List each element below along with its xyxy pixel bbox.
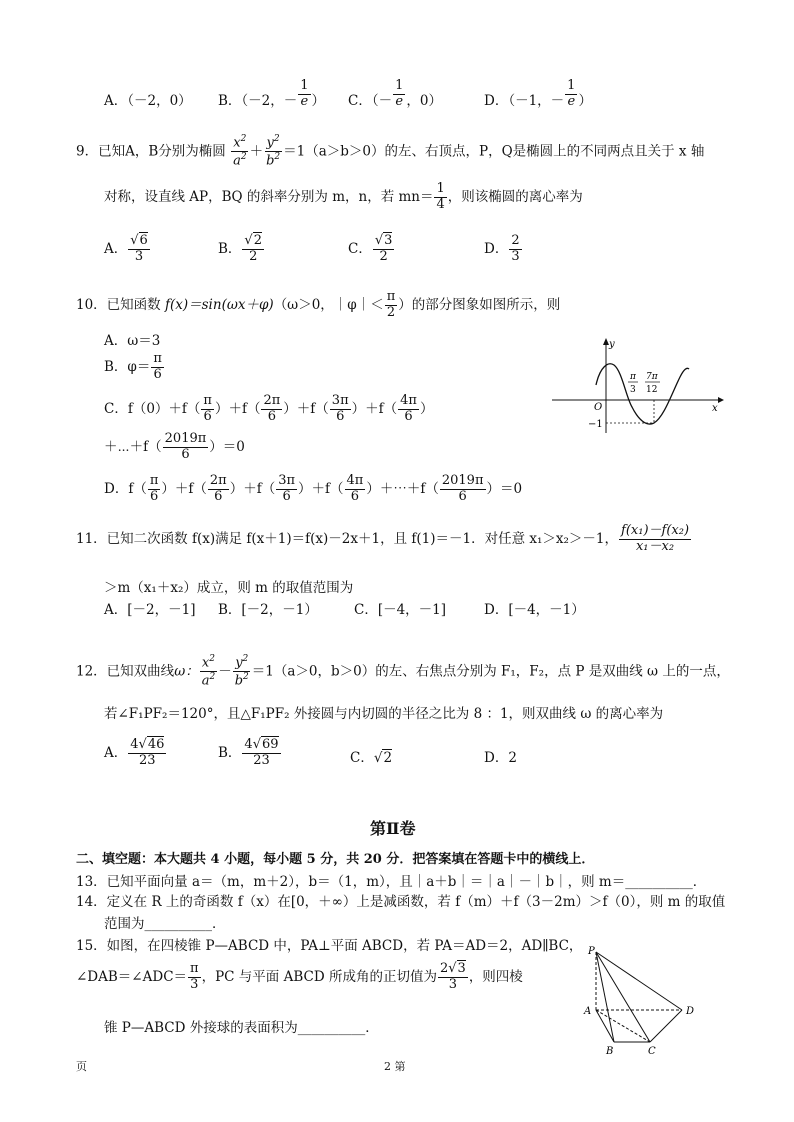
- section-title: 第Ⅱ卷: [370, 819, 416, 838]
- q12-option-b: B． $\frac{4√69}{23}$: [218, 737, 279, 768]
- q12-omega: ω：: [174, 663, 199, 680]
- section-heading: 二、填空题：本大题共 4 小题，每小题 5 分，共 20 分．把答案填在答题卡中的横线上．: [76, 852, 595, 867]
- q9-option-b: B． $\frac{√2}{2}$: [218, 233, 262, 264]
- q9-ellipse-y: $\frac{y^2}{b^2}$: [266, 134, 281, 169]
- q10-sine-graph: [550, 335, 730, 435]
- graph-tick-1-d: 3: [630, 385, 636, 395]
- graph-sine-curve: [596, 364, 689, 424]
- q9-line2b: ，则该椭圆的离心率为: [447, 188, 583, 205]
- graph-x-arrow: [718, 397, 724, 403]
- q10-tail: ）的部分图象如图所示，则: [398, 296, 561, 313]
- q9-option-a: A． $\frac{√6}{3}$: [104, 233, 148, 264]
- fig-label-b: B: [606, 1046, 614, 1056]
- q8-option-a: A．（－2，0）: [104, 93, 192, 109]
- q9-mid: ＝1（a＞b＞0）的左、右顶点，P，Q是椭圆上的不同两点且关于 x 轴: [283, 143, 705, 160]
- q11-line1-text: 11．已知二次函数 f(x)满足 f(x＋1)＝f(x)－2x＋1，且 f(1)＝－1．对任意 x₁＞x₂＞－1，: [76, 530, 619, 547]
- footer-center: 2 第: [384, 1060, 406, 1073]
- q11-option-a: A．[－2，－1]: [104, 602, 196, 618]
- q12-option-a: A． $\frac{4√46}{23}$: [104, 737, 165, 768]
- q9-line1: 9．已知A，B分别为椭圆 $\frac{x^2}{a^2}$ ＋ $\frac{y^2}{b^2}$ ＝1（a＞b＞0）的左、右顶点，P，Q是椭圆上的不同两点且关于 x 轴: [76, 134, 705, 169]
- q9-option-c: C． $\frac{√3}{2}$: [348, 233, 393, 264]
- footer-left: 页: [76, 1060, 87, 1073]
- q9-options: [104, 234, 604, 278]
- q14-line2: 范围为__________．: [104, 916, 226, 932]
- q12-options: [104, 738, 604, 778]
- graph-x-label: x: [712, 403, 718, 414]
- q9-ellipse-x: $\frac{x^2}{a^2}$: [233, 134, 247, 169]
- q11-option-b: B．[－2，－1）: [218, 602, 318, 618]
- q10-option-c-cont: ＋⋯＋f（ $\frac{2019\pi}{6}$ ）＝0: [104, 431, 245, 462]
- q11-line2: ＞m（x₁＋x₂）成立，则 m 的取值范围为: [104, 580, 354, 596]
- q10-option-d: D．f（ $\frac{\pi}{6}$ ）＋f（ $\frac{2\pi}{6}$ ）＋f（ $\frac{3\pi}{6}$ ）＋f（ $\frac{4\pi}{6}$ ）＋⋯＋f（ $\frac{2019\pi}{6}$ ）＝0: [104, 473, 523, 504]
- q10-option-b: B．φ＝ $\frac{\pi}{6}$: [104, 351, 162, 382]
- q13: 13．已知平面向量 a＝（m，m＋2），b＝（1，m），且｜a＋b｜＝｜a｜－｜b｜，则 m＝__________．: [76, 874, 707, 890]
- q14-line1: 14．定义在 R 上的奇函数 f（x）在[0，＋∞）上是减函数，若 f（m）＋f（3－2m）＞f（0），则 m 的取值: [76, 894, 726, 910]
- q10-option-c: C．f（0）＋f（ $\frac{\pi}{6}$ ）＋f（ $\frac{2\pi}{6}$ ）＋f（ $\frac{3\pi}{6}$ ）＋f（ $\frac{4\pi}{6}$ ）: [104, 393, 434, 424]
- q15-pyramid-figure: [578, 944, 718, 1056]
- q15-line2: ∠DAB＝∠ADC＝ $\frac{\pi}{3}$ ，PC 与平面 ABCD 所成角的正切值为 $\frac{2√3}{3}$ ，则四棱: [76, 961, 523, 992]
- q9-mn-frac: $\frac{1}{4}$: [436, 181, 445, 212]
- q12-option-c: C．√2: [350, 750, 393, 766]
- q9-option-d: D． $\frac{2}{3}$: [484, 233, 520, 264]
- q15-line3: 锥 P—ABCD 外接球的表面积为__________．: [104, 1020, 379, 1036]
- q10-cond: （ω＞0，｜φ｜＜: [273, 296, 384, 313]
- q15-line1: 15．如图，在四棱锥 P—ABCD 中，PA⊥平面 ABCD，若 PA＝AD＝2，AD∥BC，: [76, 938, 583, 954]
- graph-y-label: y: [609, 339, 615, 350]
- q9-line2: [104, 182, 583, 213]
- q11-option-c: C．[－4，－1]: [354, 602, 447, 618]
- fig-label-c: C: [648, 1046, 656, 1056]
- graph-neg1-label: −1: [588, 419, 603, 430]
- q8-option-b: B．（－2，－ $\frac{1}{e}$ ）: [218, 78, 326, 109]
- graph-tick-1-n: π: [630, 372, 636, 382]
- q10-stem: [76, 290, 560, 321]
- graph-tick-2-n: 7π: [646, 372, 658, 382]
- q12-line1: 12．已知双曲线ω： $\frac{x^2}{a^2}$ － $\frac{y^2}{b^2}$ ＝1（a＞0，b＞0）的左、右焦点分别为 F₁，F₂，点 P 是双曲线 ω 上的一点，: [76, 654, 730, 689]
- graph-origin-label: O: [594, 402, 603, 413]
- q10-cond-frac: $\frac{\pi}{2}$: [386, 289, 396, 320]
- q11-options: [104, 598, 604, 618]
- q12-option-d: D．2: [484, 750, 517, 766]
- fig-label-a: A: [584, 1006, 592, 1017]
- fig-label-d: D: [686, 1006, 695, 1017]
- q10-func: f(x)＝sin(ωx＋φ): [164, 296, 274, 313]
- q10-lead: 10．已知函数: [76, 296, 161, 313]
- q11-line1: [76, 524, 692, 555]
- q12-mid: ＝1（a＞0，b＞0）的左、右焦点分别为 F₁，F₂，点 P 是双曲线 ω 上的一点，: [251, 663, 730, 680]
- q8-option-d: D．（－1，－ $\frac{1}{e}$ ）: [484, 78, 592, 109]
- q12-line2: 若∠F₁PF₂＝120°，且△F₁PF₂ 外接圆与内切圆的半径之比为 8 ：1，则双曲线 ω 的离心率为: [104, 706, 664, 722]
- q12-lead: 12．已知双曲线: [76, 663, 175, 680]
- q11-frac: $\frac{\text{f(x₁)－f(x₂)}}{\text{x₁－x₂}}$: [621, 523, 690, 554]
- q8-option-c: C．（－ $\frac{1}{e}$ ，0）: [348, 78, 442, 109]
- graph-tick-2-d: 12: [646, 385, 658, 395]
- q9-line2a: 对称，设直线 AP，BQ 的斜率分别为 m，n，若 mn＝: [104, 188, 434, 205]
- fig-label-p: P: [588, 946, 595, 957]
- q11-option-d: D．[－4，－1）: [484, 602, 585, 618]
- q9-lead: 9．已知A，B分别为椭圆: [76, 143, 226, 160]
- q10-option-a: A．ω＝3: [104, 333, 161, 349]
